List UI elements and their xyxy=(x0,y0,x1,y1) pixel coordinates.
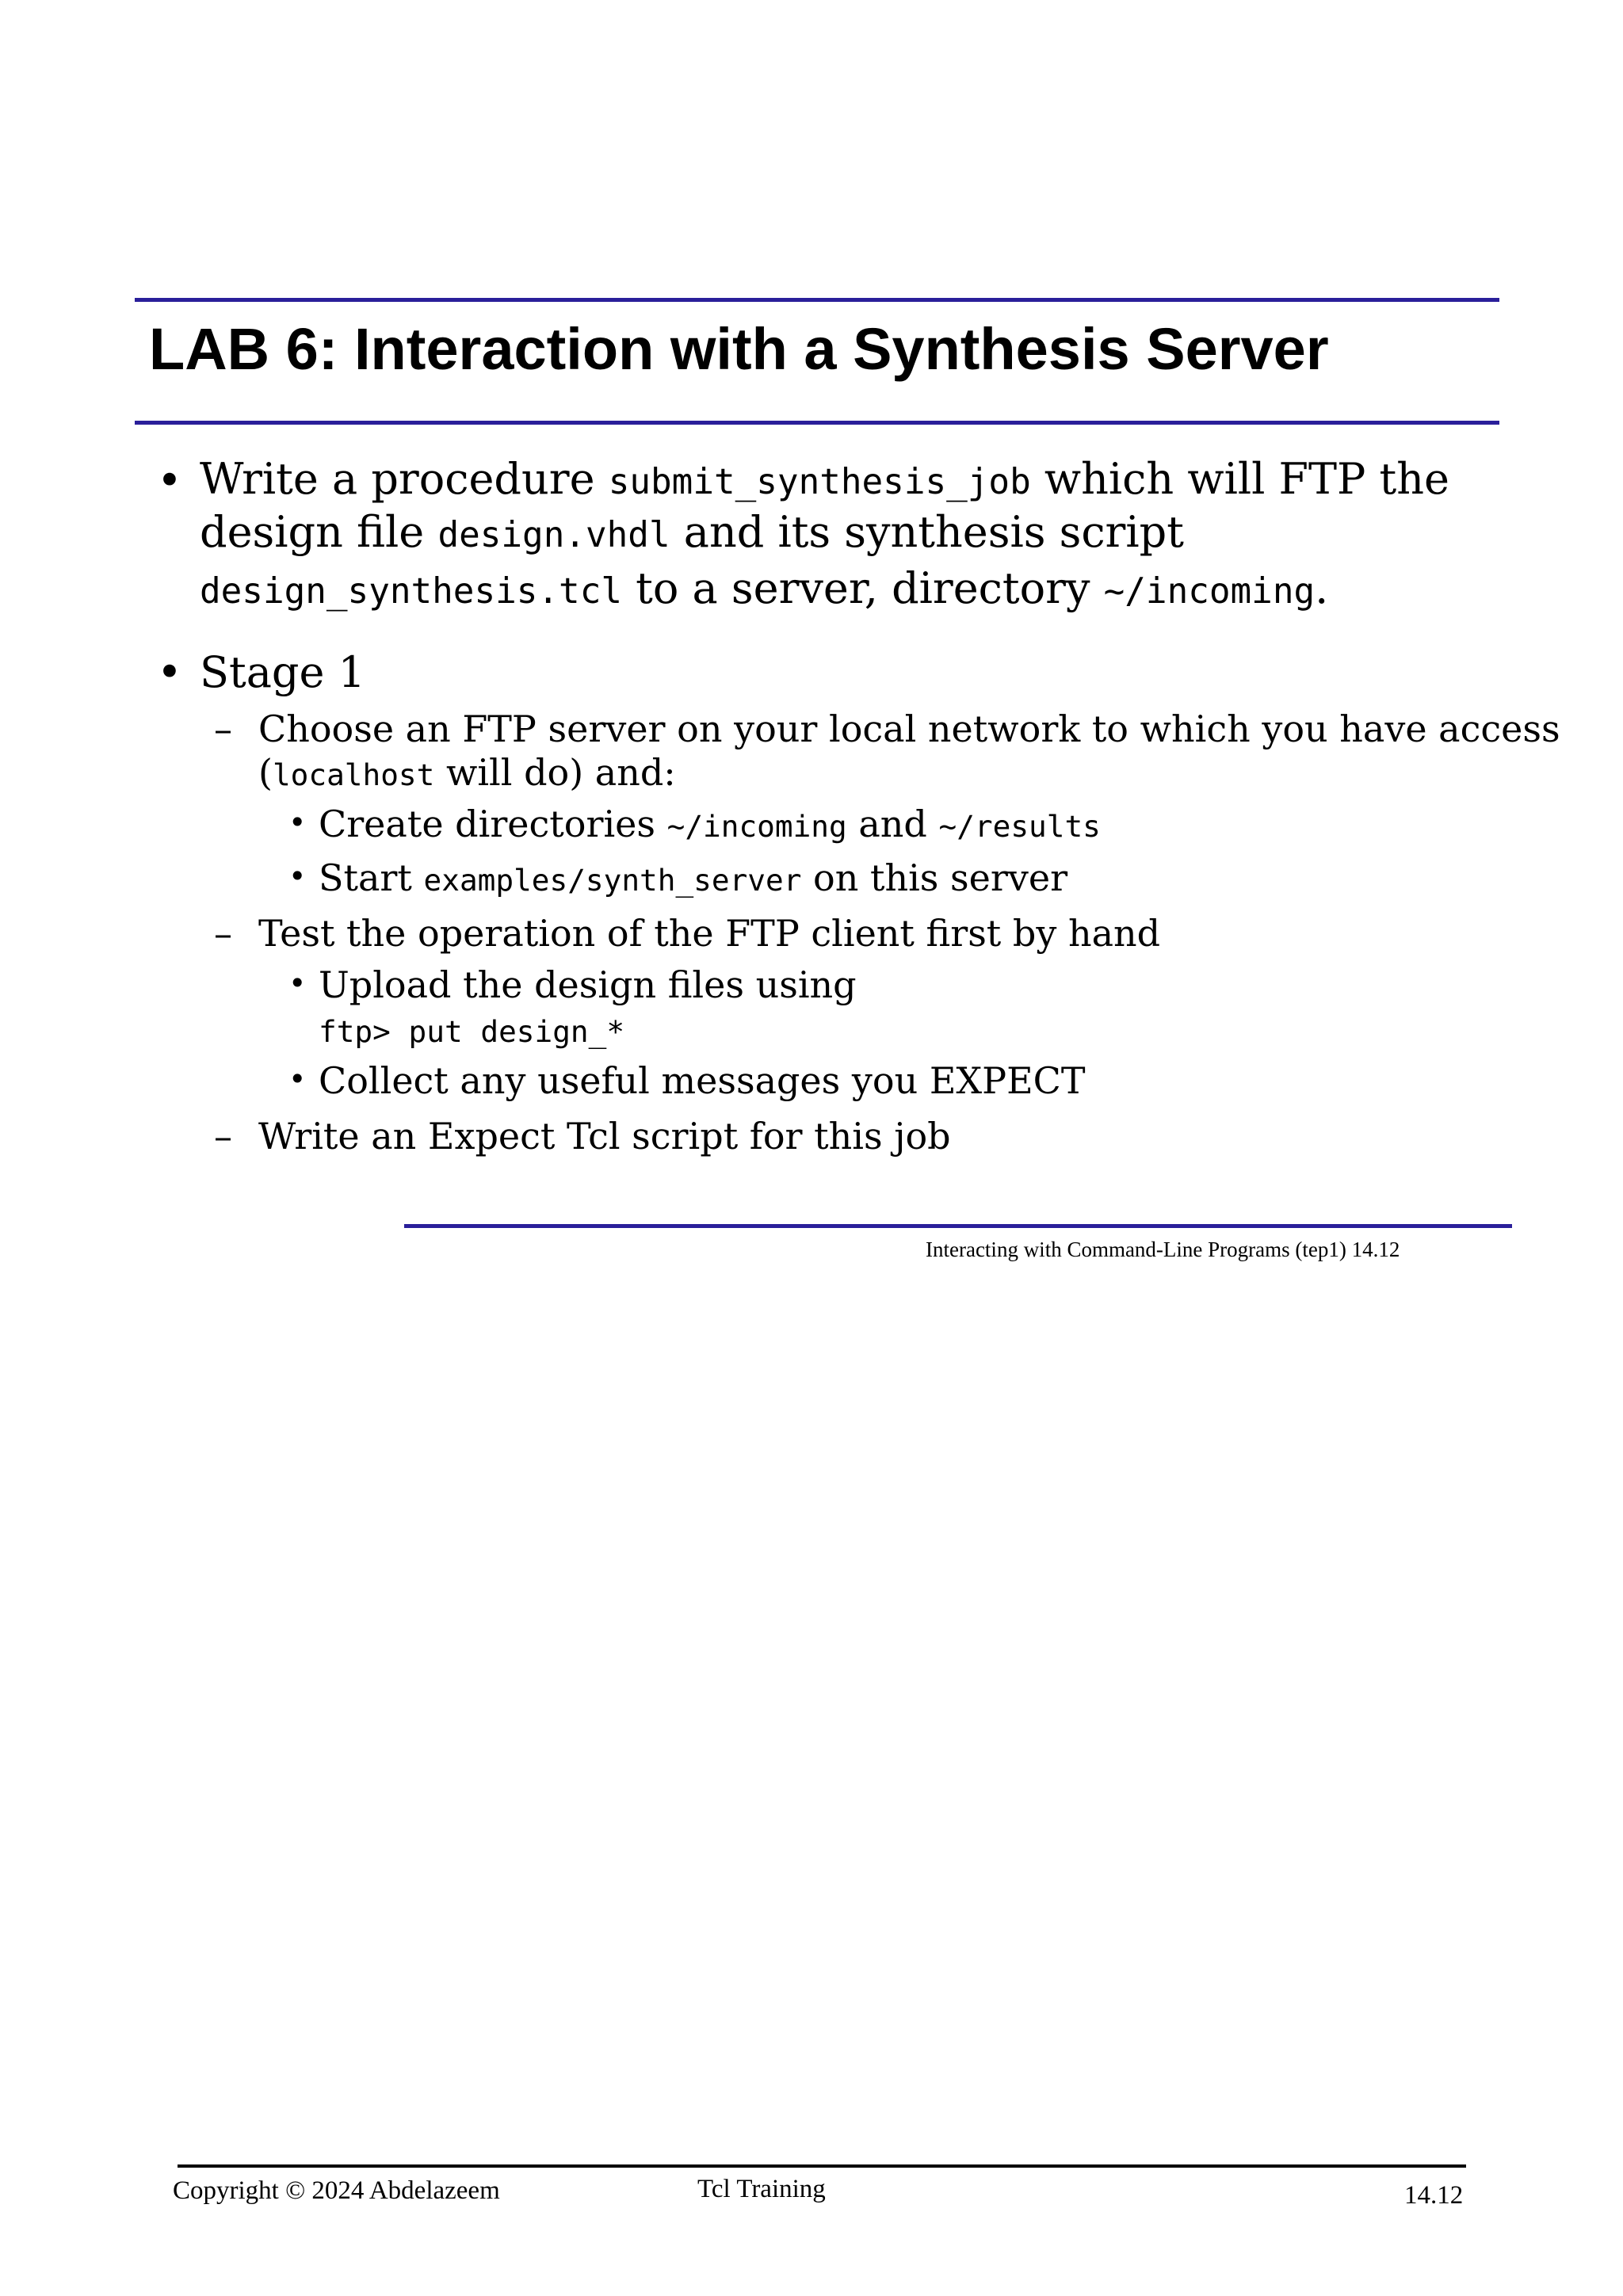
title-bottom-rule xyxy=(135,421,1499,425)
dash-marker: – xyxy=(214,707,232,750)
slide-footer-rule xyxy=(404,1224,1512,1228)
dash-marker: – xyxy=(214,1115,232,1158)
dash-marker: – xyxy=(214,912,232,955)
code-results-dir: ~/results xyxy=(938,809,1101,844)
sub2-item-upload-code xyxy=(319,1011,624,1047)
bullet1-line3: design_synthesis.tcl to a server, directory ~/incoming. xyxy=(200,563,1329,613)
slide-footer-text: Interacting with Command-Line Programs (tep1) 14.12 xyxy=(926,1238,1400,1261)
bullet1-line2: design file design.vhdl and its synthesis script xyxy=(200,507,1184,557)
course-name: Tcl Training xyxy=(697,2175,826,2203)
sub1-item-start-server: Start examples/synth_server on this server xyxy=(319,856,1068,899)
sub1-line1: Choose an FTP server on your local network to which you have access xyxy=(258,707,1560,750)
page-number: 14.12 xyxy=(1404,2181,1464,2210)
sub-bullet-marker: • xyxy=(288,805,307,840)
sub2-line: Test the operation of the FTP client first by hand xyxy=(258,912,1161,955)
sub1-item-create-dirs: Create directories ~/incoming and ~/results xyxy=(319,803,1101,845)
code-incoming-dir: ~/incoming xyxy=(666,809,847,844)
sub2-item-collect: Collect any useful messages you EXPECT xyxy=(319,1059,1086,1102)
bullet-marker: • xyxy=(157,456,182,505)
page-footer-rule xyxy=(178,2164,1466,2168)
sub-bullet-marker: • xyxy=(288,1062,307,1097)
bullet2-label: Stage 1 xyxy=(200,647,365,697)
sub1-line2: (localhost will do) and: xyxy=(258,751,676,794)
page-title: LAB 6: Interaction with a Synthesis Server xyxy=(149,316,1329,382)
code-design-vhdl: design.vhdl xyxy=(437,515,670,555)
code-localhost: localhost xyxy=(272,757,435,792)
code-submit-synthesis-job: submit_synthesis_job xyxy=(608,462,1031,502)
bullet-marker: • xyxy=(157,647,182,697)
bullet1-line1: Write a procedure submit_synthesis_job which will FTP the xyxy=(200,454,1449,504)
title-top-rule xyxy=(135,298,1499,302)
sub3-line: Write an Expect Tcl script for this job xyxy=(258,1115,951,1158)
copyright: Copyright © 2024 Abdelazeem xyxy=(173,2176,500,2205)
code-design-synthesis-tcl: design_synthesis.tcl xyxy=(200,571,623,612)
sub2-item-upload: Upload the design files using xyxy=(319,963,857,1006)
code-incoming-dir: ~/incoming xyxy=(1103,571,1316,612)
sub-bullet-marker: • xyxy=(288,859,307,894)
sub-bullet-marker: • xyxy=(288,966,307,1001)
code-synth-server: examples/synth_server xyxy=(423,863,802,898)
code-ftp-put: ftp> put design_* xyxy=(319,1014,625,1049)
